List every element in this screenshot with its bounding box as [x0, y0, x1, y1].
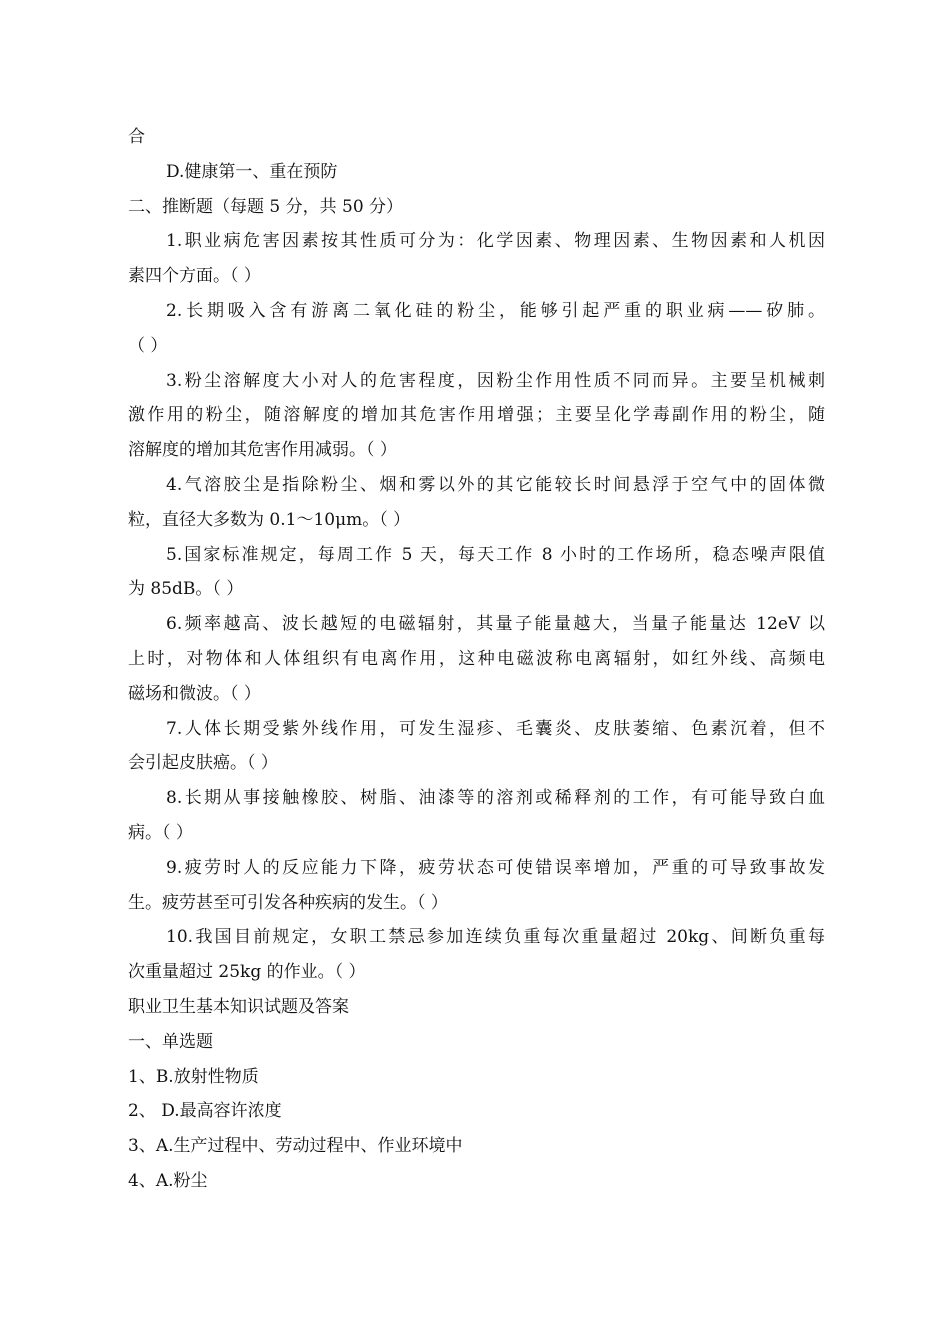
text-line: 次重量超过 25kg 的作业。（ ）	[128, 962, 366, 983]
text-line: 3.粉尘溶解度大小对人的危害程度，因粉尘作用性质不同而异。主要呈机械刺	[166, 370, 825, 391]
text-line: 1、B.放射性物质	[128, 1066, 259, 1087]
text-line: 8.长期从事接触橡胶、树脂、油漆等的溶剂或稀释剂的工作，有可能导致白血	[166, 788, 825, 809]
text-line: 9.疲劳时人的反应能力下降，疲劳状态可使错误率增加，严重的可导致事故发	[166, 857, 825, 878]
text-line: （ ）	[128, 335, 168, 356]
text-line: 为 85dB。（ ）	[128, 579, 244, 600]
text-line: 生。疲劳甚至可引发各种疾病的发生。（ ）	[128, 892, 448, 913]
text-line: 1.职业病危害因素按其性质可分为：化学因素、物理因素、生物因素和人机因	[166, 231, 825, 252]
text-line: 上时，对物体和人体组织有电离作用，这种电磁波称电离辐射，如红外线、高频电	[128, 648, 825, 669]
text-line: 2、 D.最高容许浓度	[128, 1101, 282, 1122]
text-line: 素四个方面。（ ）	[128, 266, 261, 287]
text-line: 磁场和微波。（ ）	[128, 683, 261, 704]
text-line: 激作用的粉尘，随溶解度的增加其危害作用增强；主要呈化学毒副作用的粉尘，随	[128, 405, 825, 426]
document-body	[128, 120, 825, 1199]
text-line: 二、推断题（每题 5 分，共 50 分）	[128, 196, 404, 217]
text-line: 合	[128, 127, 145, 147]
text-line: D.健康第一、重在预防	[166, 161, 338, 182]
text-line: 溶解度的增加其危害作用减弱。（ ）	[128, 440, 397, 461]
text-line: 病。（ ）	[128, 822, 193, 843]
text-line: 10.我国目前规定，女职工禁忌参加连续负重每次重量超过 20kg、间断负重每	[166, 927, 825, 948]
text-line: 4.气溶胶尘是指除粉尘、烟和雾以外的其它能较长时间悬浮于空气中的固体微	[166, 474, 825, 495]
text-line: 5.国家标准规定，每周工作 5 天，每天工作 8 小时的工作场所，稳态噪声限值	[166, 544, 825, 565]
text-line: 粒，直径大多数为 0.1～10μm。（ ）	[128, 509, 411, 530]
text-line: 职业卫生基本知识试题及答案	[128, 996, 349, 1017]
text-line: 一、单选题	[128, 1031, 213, 1052]
text-line: 2.长期吸入含有游离二氧化硅的粉尘，能够引起严重的职业病——矽肺。	[166, 300, 825, 321]
text-line: 7.人体长期受紫外线作用，可发生湿疹、毛囊炎、皮肤萎缩、色素沉着，但不	[166, 718, 825, 739]
text-line: 4、A.粉尘	[128, 1170, 208, 1191]
text-line: 3、A.生产过程中、劳动过程中、作业环境中	[128, 1136, 463, 1157]
text-line: 会引起皮肤癌。（ ）	[128, 753, 278, 774]
text-line: 6.频率越高、波长越短的电磁辐射，其量子能量越大，当量子能量达 12eV 以	[166, 614, 825, 635]
